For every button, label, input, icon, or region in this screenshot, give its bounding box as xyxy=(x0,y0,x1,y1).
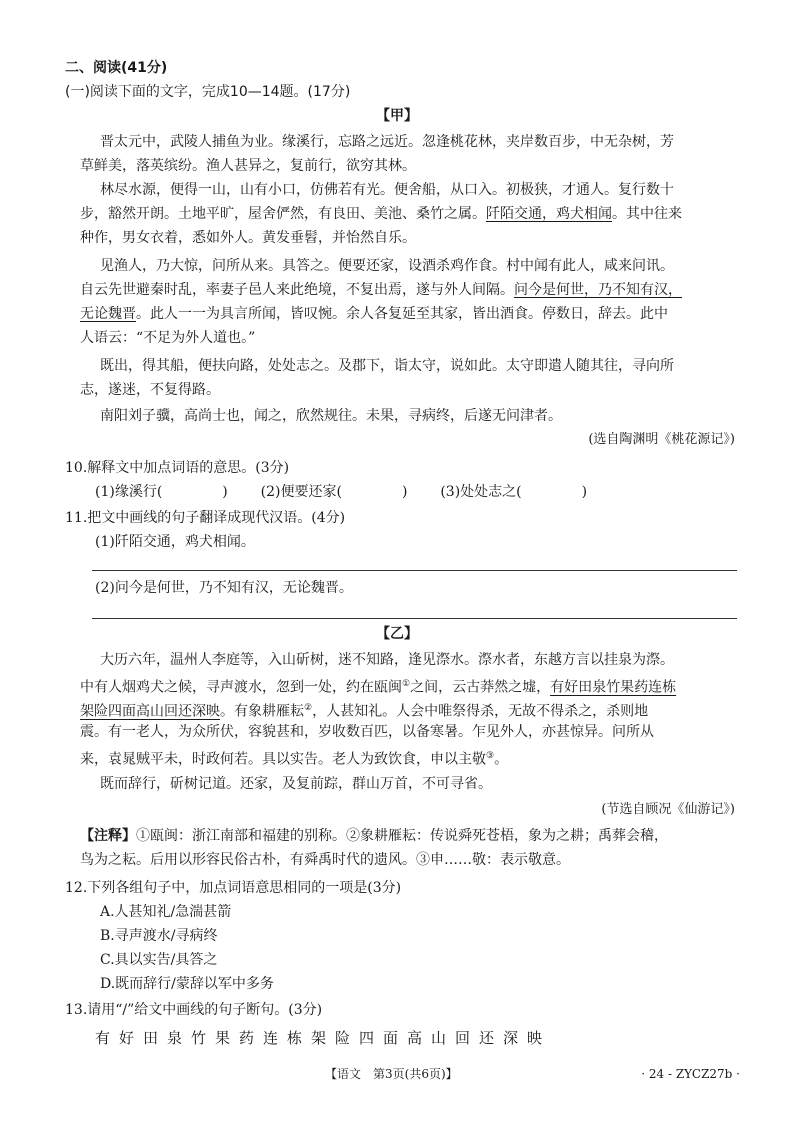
jia-line-8 xyxy=(80,304,668,324)
jia-line-7-text: 自云先世避秦时乱，率妻子邑人来此绝境，不复出焉，遂与外人间隔。 xyxy=(80,282,514,298)
underlined-sentence-1: 阡陌交通，鸡犬相闻 xyxy=(486,206,612,222)
jia-line-9: 人语云：“不足为外人道也。” xyxy=(80,330,256,346)
q10-stem: 10.解释文中加点词语的意思。(3分) xyxy=(65,460,290,476)
passage-yi-marker: 【乙】 xyxy=(376,626,418,642)
q10-item-1-close: ) xyxy=(222,484,228,500)
q10-items xyxy=(95,482,587,502)
jia-line-3: 林尽水源，便得一山，山有小口，仿佛若有光。便舍船，从口入。初极狭，才通人。复行数十 xyxy=(100,182,674,198)
passage-jia-marker: 【甲】 xyxy=(376,108,418,124)
section-title: 二、阅读(41分) xyxy=(65,60,168,76)
yi-line-3-tail: ，人甚知礼。人会中唯祭得杀，无故不得杀之，杀则地 xyxy=(312,703,649,720)
yi-line-3-text: 。有象耕雁耘 xyxy=(220,703,304,720)
q11-answer-line-1[interactable] xyxy=(92,570,737,571)
q12-stem: 12.下列各组句子中，加点词语意思相同的一项是(3分) xyxy=(65,880,402,896)
q11-stem: 11.把文中画线的句子翻译成现代汉语。(4分) xyxy=(65,510,346,526)
q10-item-3: (3)处处志之( xyxy=(440,484,522,500)
jia-line-4 xyxy=(80,204,682,224)
q11-sentence-1: (1)阡陌交通，鸡犬相闻。 xyxy=(95,534,255,550)
jia-line-6 xyxy=(100,256,674,276)
underlined-sentence-2b: 无论魏晋 xyxy=(80,306,136,322)
footer-page-number: 【语文 第3页(共6页)】 xyxy=(325,1067,458,1081)
jia-line-12: 南阳刘子骥，高尚士也，闻之，欣然规往。未果，寻病终，后遂无问津者。 xyxy=(100,408,562,424)
jia-line-5: 种作，男女衣着，悉如外人。黄发垂髫，并怡然自乐。 xyxy=(80,230,416,246)
underlined-sentence-2a: 问今是何世，乃不知有汉， xyxy=(514,282,682,298)
jia-line-6-text: 见渔人，乃大惊，问所从来。具答之。 xyxy=(100,258,338,274)
note-ref-2: ② xyxy=(304,703,313,713)
yi-line-3 xyxy=(80,698,648,722)
q11-sentence-2: (2)问今是何世，乃不知有汉，无论魏晋。 xyxy=(95,580,353,596)
note-ref-3: ③ xyxy=(486,751,495,761)
jia-line-4-tail: 。其中往来 xyxy=(612,206,682,222)
jia-line-11: 志，遂迷，不复得路。 xyxy=(80,382,220,398)
yi-line-5 xyxy=(80,746,508,770)
yi-line-6: 既而辞行，斫树记道。还家，及复前踪，群山万首，不可寻省。 xyxy=(100,776,492,792)
notes-label: 【注释】 xyxy=(80,828,136,844)
jia-line-2: 草鲜美，落英缤纷。渔人甚异之，复前行，欲穷其林。 xyxy=(80,158,416,174)
q12-option-c[interactable]: C.具以实告/具答之 xyxy=(100,952,218,968)
footer-code: · 24 - ZYCZ27b · xyxy=(641,1067,740,1081)
notes-line-2: 鸟为之耘。后用以形容民俗古朴，有舜禹时代的遗风。③申……敬：表示敬意。 xyxy=(80,852,570,868)
q10-item-1: (1)缘溪行( xyxy=(95,484,163,500)
yi-line-4: 震。有一老人，为众所伏，容貌甚和，岁收数百匹，以备寒暑。乍见外人，亦甚惊异。问所从 xyxy=(80,724,654,740)
jia-line-7 xyxy=(80,280,682,300)
q10-item-2-close: ) xyxy=(401,484,408,500)
notes-text-1: ①瓯闽：浙江南部和福建的别称。②象耕雁耘：传说舜死苍梧，象为之耕；禹葬会稽， xyxy=(136,828,668,844)
jia-source: (选自陶渊明《桃花源记》) xyxy=(588,432,735,447)
yi-source: (节选自顾况《仙游记》) xyxy=(601,802,735,817)
jia-line-4-text: 步，豁然开朗。土地平旷，屋舍俨然，有良田、美池、桑竹之属。 xyxy=(80,206,486,222)
subsection-title: (一)阅读下面的文字，完成10—14题。(17分) xyxy=(65,84,351,100)
yi-line-1: 大历六年，温州人李庭等，入山斫树，迷不知路，逢见漈水。漈水者，东越方言以挂泉为漈。 xyxy=(100,652,674,668)
yi-line-2-text: 中有人烟鸡犬之候，寻声渡水，忽到一处，约在瓯闽 xyxy=(80,679,402,696)
q13-stem: 13.请用“/”给文中画线的句子断句。(3分) xyxy=(65,1002,323,1018)
yi-line-2-mid: 之间，云古莽然之墟， xyxy=(410,679,551,696)
q11-answer-line-2[interactable] xyxy=(92,618,737,619)
q12-option-a[interactable]: A.人甚知礼/急湍甚箭 xyxy=(100,904,232,920)
q10-item-3-close: ) xyxy=(581,484,588,500)
jia-line-6-tail: 便要还家，设酒杀鸡作食。村中闻有此人，咸来问讯。 xyxy=(338,258,674,274)
yi-line-5-tail: 。 xyxy=(494,751,509,768)
underlined-sentence-3b: 架险四面高山回还深映 xyxy=(80,703,220,720)
q13-sentence[interactable]: 有好田泉竹果药连栋架险四面高山回还深映 xyxy=(95,1029,552,1047)
notes-line-1 xyxy=(80,826,668,846)
q12-option-b[interactable]: B.寻声渡水/寻病终 xyxy=(100,928,218,944)
jia-line-10: 既出，得其船，便扶向路，处处志之。及郡下，诣太守，说如此。太守即遣人随其往，寻向所 xyxy=(100,358,674,374)
jia-line-8-tail: 。此人一一为具言所闻，皆叹惋。余人各复延至其家，皆出酒食。停数日，辞去。此中 xyxy=(136,306,668,322)
note-ref-1: ① xyxy=(402,679,411,689)
underlined-sentence-3a: 有好田泉竹果药连栋 xyxy=(550,679,677,696)
yi-line-2 xyxy=(80,674,676,698)
jia-line-1: 晋太元中，武陵人捕鱼为业。缘溪行，忘路之远近。忽逢桃花林，夹岸数百步，中无杂树，芳 xyxy=(100,134,674,150)
yi-line-5-text: 来，袁晁贼平未，时政何若。具以实告。老人为致饮食，申以主敬 xyxy=(80,751,486,768)
q12-option-d[interactable]: D.既而辞行/蒙辞以军中多务 xyxy=(100,976,274,992)
q10-item-2: (2)便要还家( xyxy=(260,484,342,500)
